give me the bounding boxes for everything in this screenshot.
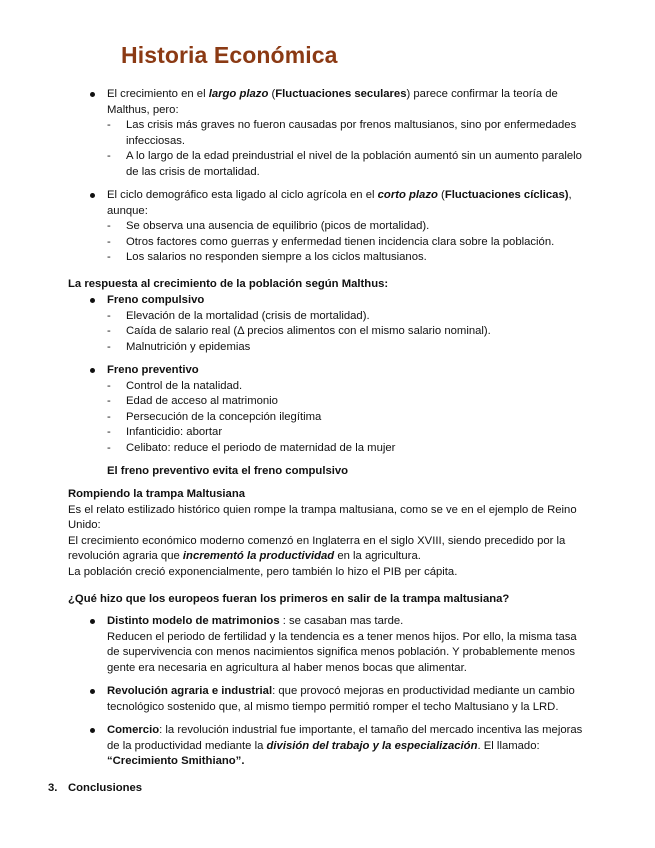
commerce-section (0, 723, 655, 770)
dash-marker: - (107, 380, 111, 392)
commerce-label: Comercio (107, 724, 160, 736)
revolution-label: Revolución agraria e industrial (107, 685, 273, 697)
dash-marker: - (107, 395, 111, 407)
malthus-section (0, 277, 655, 293)
freno-compulsivo-label: Freno compulsivo (107, 294, 205, 306)
marriage-text: gente era necesaria en agricultura al haber menos bocas que alimentar. (107, 661, 467, 674)
trap-paragraph: El crecimiento económico moderno comenzó en Inglaterra en el siglo XVIII, siendo precedido por la (68, 534, 566, 547)
short-term-bullet-text (107, 188, 655, 204)
long-term-section (0, 87, 655, 181)
bullet-icon (90, 689, 95, 694)
bullet-icon (90, 368, 95, 373)
list-item: Celibato: reduce el periodo de maternidad de la mujer (126, 441, 396, 454)
marriage-label: Distinto modelo de matrimonios (107, 615, 280, 627)
emphasis-largo-plazo: largo plazo (208, 88, 269, 100)
emphasis-corto-plazo: corto plazo (377, 189, 438, 201)
trap-paragraph: Es el relato estilizado histórico quien rompe la trampa maltusiana, como se ve en el ejemplo de Reino (68, 503, 577, 516)
malthus-heading: La respuesta al crecimiento de la población según Malthus: (68, 278, 389, 290)
text: : la revolución industrial fue importante, el tamaño del mercado incentiva las mejoras (159, 724, 583, 736)
dash-marker: - (107, 411, 111, 423)
list-item: Las crisis más graves no fueron causadas por frenos maltusianos, sino por enfermedades (126, 119, 577, 132)
text: revolución agraria que (68, 550, 183, 563)
marriage-section (0, 614, 655, 676)
commerce-text (107, 739, 655, 755)
list-item: Otros factores como guerras y enfermedad tienen incidencia clara sobre la población. (126, 235, 555, 248)
list-item: Se observa una ausencia de equilibrio (picos de mortalidad). (126, 220, 430, 233)
text: . El llamado: (477, 739, 540, 752)
list-item: Persecución de la concepción ilegítima (126, 410, 322, 423)
list-item-cont: infecciosas. (126, 134, 186, 147)
strong-fluctuaciones-seculares: Fluctuaciones seculares (275, 88, 407, 100)
text: : que provocó mejoras en productividad mediante un cambio (272, 685, 575, 697)
list-item-cont: de las crisis de mortalidad. (126, 165, 260, 178)
text: ) parece confirmar la teoría de (406, 88, 558, 100)
trap-paragraph-cont (68, 549, 655, 565)
europe-question: ¿Qué hizo que los europeos fueran los primeros en salir de la trampa maltusiana? (68, 593, 510, 605)
text: en la agricultura. (334, 550, 421, 563)
dash-marker: - (107, 426, 111, 438)
text: de la productividad mediante la (107, 739, 267, 752)
page-title: Historia Económica (121, 42, 338, 68)
text: ( (268, 88, 276, 100)
marriage-text: Reducen el periodo de fertilidad y la tendencia es a tener menos hijos. Por ello, la misma tasa (107, 630, 577, 643)
list-item: Edad de acceso al matrimonio (126, 395, 278, 408)
bullet-icon (90, 193, 95, 198)
list-item: Malnutrición y epidemias (126, 340, 251, 353)
dash-marker: - (107, 310, 111, 322)
trap-paragraph: La población creció exponencialmente, pero también lo hizo el PIB per cápita. (68, 565, 458, 578)
bullet-icon (90, 619, 95, 624)
section-title: Conclusiones (68, 782, 143, 794)
freno-conclusion: El freno preventivo evita el freno compulsivo (107, 465, 349, 477)
long-term-bullet-text (107, 87, 655, 103)
short-term-section (0, 188, 655, 266)
text: ( (437, 189, 445, 201)
list-item: Infanticidio: abortar (126, 426, 223, 439)
smithian-growth: “Crecimiento Smithiano”. (107, 755, 245, 768)
dash-marker: - (107, 325, 111, 337)
text: , (568, 189, 572, 201)
dash-marker: - (107, 119, 111, 131)
bullet-icon (90, 92, 95, 97)
list-item: Caída de salario real (Δ precios alimentos con el mismo salario nominal). (126, 325, 491, 338)
list-item: A lo largo de la edad preindustrial el nivel de la población aumentó sin un aumento paralelo (126, 150, 582, 163)
text: : se casaban mas tarde. (279, 615, 404, 627)
dash-marker: - (107, 341, 111, 353)
freno-conclusion-row (0, 464, 655, 480)
marriage-text: de supervivencia con menos nacimientos significa menos población. Y probablemente menos (107, 646, 576, 659)
emphasis-division-trabajo: división del trabajo y la especialización (266, 739, 478, 752)
section-number: 3. (48, 782, 58, 794)
trap-section (0, 487, 655, 581)
freno-preventivo-section (0, 363, 655, 457)
dash-marker: - (107, 236, 111, 248)
long-term-bullet-cont: Malthus, pero: (107, 103, 179, 116)
strong-fluctuaciones-ciclicas: Fluctuaciones cíclicas) (444, 189, 569, 201)
text: El ciclo demográfico esta ligado al ciclo agrícola en el (107, 189, 378, 201)
dash-marker: - (107, 442, 111, 454)
question-row (0, 592, 655, 608)
list-item: Elevación de la mortalidad (crisis de mortalidad). (126, 309, 370, 322)
trap-paragraph-cont: Unido: (68, 519, 101, 532)
short-term-bullet-cont: aunque: (107, 204, 148, 217)
dash-marker: - (107, 150, 111, 162)
bullet-icon (90, 728, 95, 733)
trap-heading: Rompiendo la trampa Maltusiana (68, 488, 246, 500)
dash-marker: - (107, 251, 111, 263)
list-item: Control de la natalidad. (126, 379, 243, 392)
dash-marker: - (107, 220, 111, 232)
freno-compulsivo-section (0, 293, 655, 355)
revolution-section (0, 684, 655, 715)
revolution-text: tecnológico sostenido que, al mismo tiempo permitió romper el techo Maltusiano y la LRD. (107, 700, 559, 713)
list-item: Los salarios no responden siempre a los ciclos maltusianos. (126, 251, 427, 264)
freno-preventivo-label: Freno preventivo (107, 364, 199, 376)
section-3-heading (0, 781, 655, 797)
bullet-icon (90, 298, 95, 303)
text: El crecimiento en el (107, 88, 209, 100)
emphasis-productividad: incrementó la productividad (182, 550, 335, 563)
